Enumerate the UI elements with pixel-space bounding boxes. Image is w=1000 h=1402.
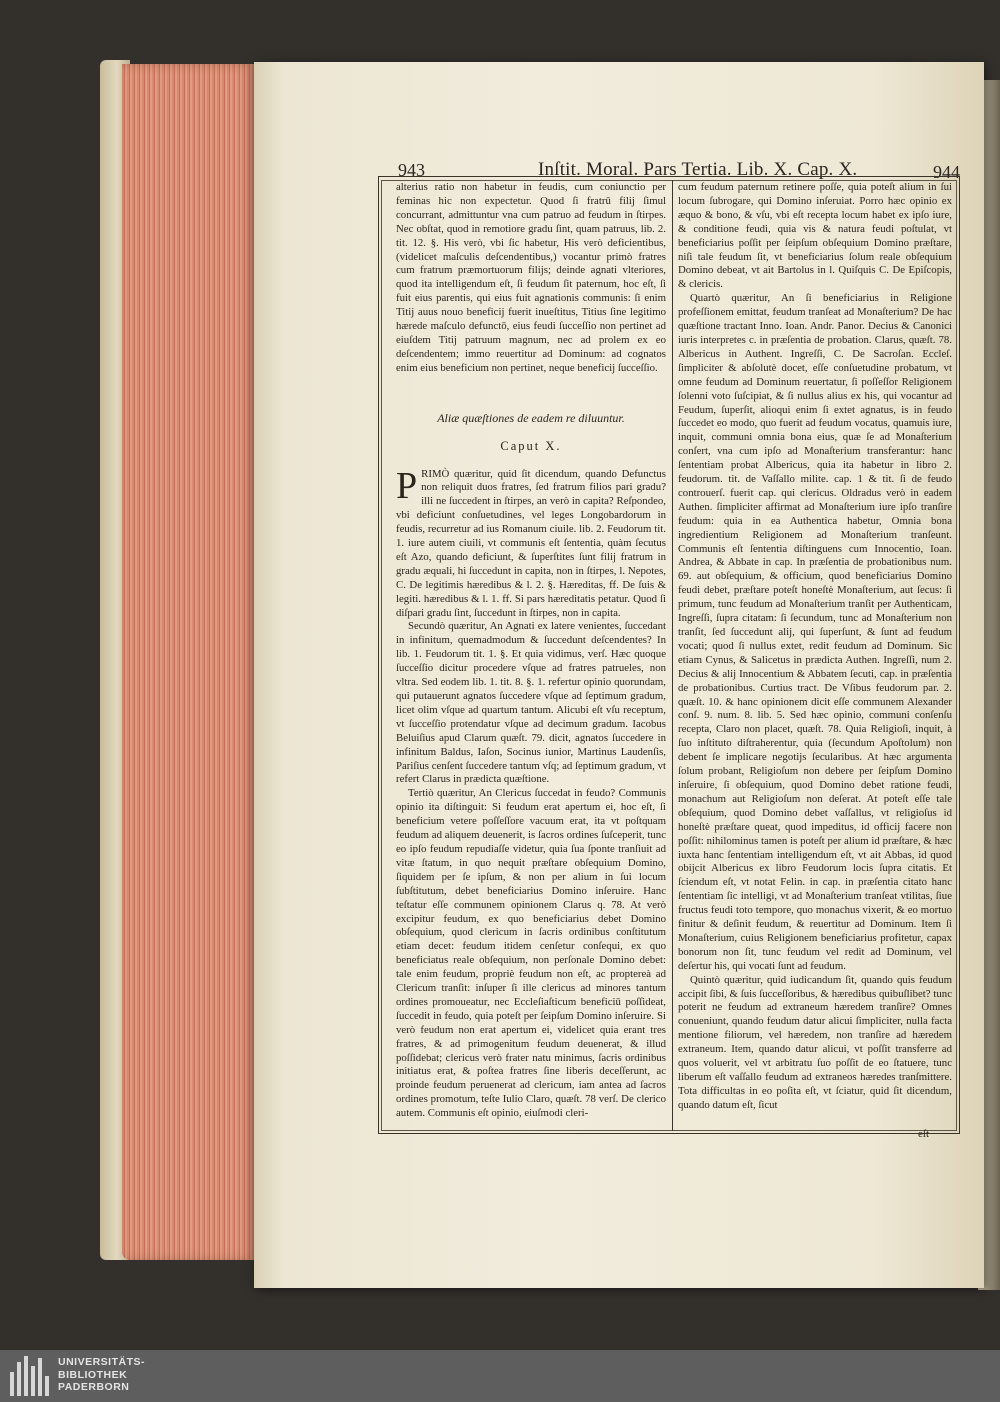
chapter-subtitle: Aliæ quæſtiones de eadem re diluuntur. — [437, 410, 625, 425]
left-column — [396, 181, 666, 1131]
logo-line-3: PADERBORN — [58, 1381, 130, 1393]
library-logo-text — [58, 1356, 145, 1394]
logo-line-2: BIBLIOTHEK — [58, 1368, 128, 1381]
paragraph-tertio: Tertiò quæritur, An Clericus ſuccedat in feudo? Communis opinio ita diſtinguit: Si feudum erat apertum ei, hoc eſt, ſi beneficium vetere poſſeſſore vacuum erat, ita vt poſtquam feudum ad aliquem deuenerit, is ſacros ordines ſuſceperit, tunc eo ipſo feudum repudiaſſe videtur, quia ſua ſponte tranſiuit ad vitæ ſtatum, in quo nequit præſtare obſequium Domino, ſiquidem per ſe ipſum, & non per alium in ſui locum ſubſtitutum, debet beneficiarius Domino inſeruire. Hanc teſtatur eſſe communem opinionem Clarus q. 78. At verò excipitur feudum, ex quo beneficiarius debet Domino obſequium, quod clericum in ſacris ordinibus conſtitutum etiam decet: feudum itidem cenſetur conſequi, ex quo beneficiatus reale obſequium, non perſonale Domino debet: tale enim feudum, propriè feudum non eſt, ac proptereà ad Clericum tranſit: inſuper ſi ille clericus ad minores tantum ordines promoueatur, nec Eccleſiaſticum beneficiū poſſideat, ſuccedit in feudo, quia poteſt per ſeipſum Domino inſeruire. Si verò feudum non erat apertum ei, videlicet quia erant tres fratres, & ad primogenitum feudum deuenerat, & illud poſſidebat; clericus verò frater natu minimus, ſacris ordinibus initiatus erat, & poſtea fratres ſine liberis deceſſerunt, ac proinde feudum peruenerat ad clericum, iam antea ad ſacros ordines promotum, teſte Iulio Claro, quæſt. 78 verſ. De clerico autem. Communis eſt opinio, eiuſmodi cleri- — [396, 787, 666, 1120]
catchword: eſt — [918, 1128, 929, 1140]
paragraph-continued: alterius ratio non habetur in feudis, cum coniunctio per feminas hic non expectetur. Quod ſi fratrū filij ſimul concurrant, admittuntur vna cum patruo ad feudum in ſtirpes. Nec obſtat, quod in remotiore gradu ſint, quam patruus, lib. 2. tit. 12. §. His verò, vbi ſic habetur, His verò deficientibus, (videlicet maſculis deſcendentibus,) vocantur primò fratres cum fratrum præmortuorum filijs; deinde agnati vlteriores, quod ita intelligendum eſt, ſi feudum ſit paternum, hoc eſt, ſi fuit eius parentis, qui eius fuit agnationis communis: ſi enim Titij auus nouo beneficij fuerit inueſtitus, Titius ſine legitimo hærede maſculo defunctō, eius feudi ſucceſſio non pertinet ad eiuſdem Titij patruum magnum, nec ad prolem ex eo deſcendentem; immo reuertitur ad Dominum: ad cognatos enim eius beneficium non pertinet, neque beneficij ſucceſſio. — [396, 181, 666, 374]
paragraph-quarto: Quartò quæritur, An ſi beneficiarius in Religione profeſſionem emittat, feudum tranſeat ad Monaſterium? De hac quæſtione tractant Inno. Ioan. Andr. Panor. Decius & Canonici iuris interpretes c. in præſentia de probation. Clarus, quæſt. 78. Albericus in Authent. Ingreſſi, C. De Sacroſan. Eccleſ. ſimpliciter & abſolutè docet, eſſe conſuetudine probatum, vt omne feudum ad Dominum reuertatur, ſi poſſeſſor Religionem ſolenni voto ſuſcipiat, & ſi nullus alius ex his, qui vocantur ad Feudum, ſuperſit, alioqui enim ſi extet agnatus, is in feudo ſuccedet eo modo, quo fuerit ad feudum vocatus, quamuis iure, inquit, communi omnia bona eius, quæ ſe ad Monaſterium conſert, vna cum ipſo ad Monaſterium transferantur: hanc ſententiam probat Albericus, quia ita habetur in libro 2. feudorum. tit. de Vaſſallo milite. cap. 1 & tit. ſi de feudo controuerſ. fuerit cap. qui clericus. Oldradus verò in eadem Authen. ſimpliciter affirmat ad Monaſterium iure ipſo tranſire feudum: quia in ea Authentica habetur, Omnia bona ingredientium Religionem ad Monaſterium tranſeunt. Communis eſt ſententia diſtinguens cum Innocentio, Ioan. Andrea, & Abbate in cap. In præſentia de probationibus num. 69. aut obſequium, & officium, quod beneficiarius Domino feudi debet, præſtare poteſt honeſtè Monaſterium, aut ſecus: ſi primum, tunc feudum ad Monaſterium tranſit per Authenticam, Ingreſſi, ſupra citatam: ſi ſecundum, tunc ad Monaſterium non tranſit, ſed ſuccedunt alij, qui ſuperſunt, & ſunt ad feudum vocati; quod ſi nullus extet, redit feudum ad Dominum. Sic etiam Cynus, & Salicetus in prædicta Authen. Ingreſſi, num 2. Decius & alij Innocentium & Abbatem ſecuti, cap. in præſentia de probationibus. Curtius tract. De Vſibus feudorum par. 2. quæſt. 10. & hanc opinionem dicit eſſe communem Alexander conſ. 9. num. 8. lib. 5. Sed hæc opinio, communi conſenſu recepta, Claro non placet, quæſt. 78. Quia Religioſi, inquit, à ſuo inſtituto diſtraherentur, quia (ſecundum Apoſtolum) non debent ſe implicare negotijs ſecularibus. At hæc argumenta ſolum probant, Religioſum non debere per ſeipſum Domino inſeruire, ſi obſequium, quod Domino debet ratione feudi, monachum aut Religioſum non deſerat. At poteſt eſſe tale obſequium, quod Domino debet vaſſallus, vt religioſus id honeſtè præſtare queat, quod impeditus, id officij facere non poſſit: nihilominus tamen is poteſt per alium id præſtare, & hæc iuxta hanc ſententiam intelligendum eſt, vt ait Abbas, id quod obijcit Albericus ex libro Feudorum locis ſupra citatis. Et ſciendum eſt, vt notat Felin. in cap. in præſentia citato hanc ſententiam ſic intelligi, vt ad Monaſterium tranſeat vtilitas, ſiue fructus feudi toto tempore, quo monachus vixerit, & eo mortuo finitur & deſinit feudum, & reuertitur ad Dominum. Item ſi Monaſterium, cuius Religionem beneficiarius profitetur, capax bonorum non ſit, tunc feudum vel redit ad Dominum, vel deſertur his, qui vocati ſunt ad feudum. — [678, 292, 952, 972]
paragraph-continued-right: cum feudum paternum retinere poſſe, quia poteſt alium in ſui locum ſubrogare, qui Domino inſeruiat. Porro hæc opinio ex æquo & bono, & vſu, vbi eſt recepta locum habet ex ipſo iure, & conditione feudi, quia vis & natura feudi poſtulat, vt beneficiarius poſſit per ſeipſum obſequium Domino præſtare, niſi tale feudum ſit, vt beneficiarius ſolum reale obſequium Domino debeat, vt ait Bartolus in l. Quiſquis C. De Epiſcopis, & clericis. — [678, 181, 952, 291]
logo-line-1: UNIVERSITÄTS- — [58, 1356, 146, 1368]
page-number-left: 943 — [398, 160, 425, 180]
right-column — [678, 181, 952, 1121]
library-logo-icon — [10, 1356, 54, 1396]
library-footer — [0, 1350, 1000, 1402]
paragraph-secundo: Secundò quæritur, An Agnati ex latere venientes, ſuccedant in infinitum, quemadmodum & ſuccedunt deſcendentes? In lib. 1. Feudorum tit. 1. §. Et quia vidimus, verſ. Hæc quoque ſucceſſio dicitur procedere vſque ad fratres patrueles, non vltra. Sed eodem lib. 1. tit. 8. §. 1. refertur opinio quorundam, qui putauerunt agnatos ſuccedere vſque ad ſeptimum gradum, licet olim vſque ad quartum tantum. Alicubi eſt vſu receptum, vt ſucceſſio protendatur vſque ad decimum gradum. Iacobus Beluiſius apud Clarum quæſt. 79. dicit, agnatos ſuccedere in infinitum Baldus, Iaſon, Socinus iunior, Martinus Laudenſis, Pariſius cenſent ſuccedere tantum vſq; ad ſeptimum gradum, vt refert Clarus in prædicta quæſtione. — [396, 620, 666, 786]
chapter-title: Caput X. — [500, 438, 562, 453]
paragraph-primo: RIMÒ quæritur, quid ſit dicendum, quando Defunctus non reliquit duos fratres, ſed fratrum filios pari gradu? illi ne ſuccedent in ſtirpes, an verò in capita? Reſpondeo, vbi deficiunt conſuetudines, vel leges Longobardorum in feudis, recurretur ad ius Romanum ciuile. lib. 2. Feudorum tit. 1. iure autem ciuili, vt communis eſt ſententia, quàm ſecutus eſt Azo, quando deficiunt, & ſuperſtites ſunt filij fratrum in gradu æquali, hi ſuccedunt in capita, non in ſtirpes, l. Nepotes, C. De legitimis hæredibus & l. 2. §. Hæreditas, ff. De ſuis & legiti. hæredibus & l. 1. ff. Si pars hæreditatis petatur. Quod ſi diſpari gradu ſint, ſuccedunt in ſtirpes, non in capita. — [396, 467, 666, 619]
page-number-right: 944 — [933, 162, 960, 182]
running-title: Inſtit. Moral. Pars Tertia. Lib. X. Cap. X. — [538, 159, 858, 180]
book-fore-edge — [122, 64, 256, 1260]
drop-capital: P — [396, 464, 418, 507]
paragraph-quinto: Quintò quæritur, quid iudicandum ſit, quando quis feudum accipit ſibi, & ſuis ſucceſſoribus, & hæredibus quibuſlibet? tunc poterit ne feudum ad extraneum hæredem tranſire? Omnes conueniunt, quando feudum datur alicui ſimpliciter, nulla facta mentione filiorum, vel hæredem, non tranſire ad hæredem extraneum. Item, quando datur alicui, vt poſſit transferre ad quos voluerit, vel vt arbitratu ſuo poſſit de eo ſtatuere, tunc liberum eſt vaſſallo feudum ad extraneos hæredes tranſmittere. Tota difficultas in eo poſita eſt, vt ſciatur, quid ſit dicendum, quando datum eſt, ſicut — [678, 973, 952, 1111]
column-divider — [672, 180, 673, 1131]
